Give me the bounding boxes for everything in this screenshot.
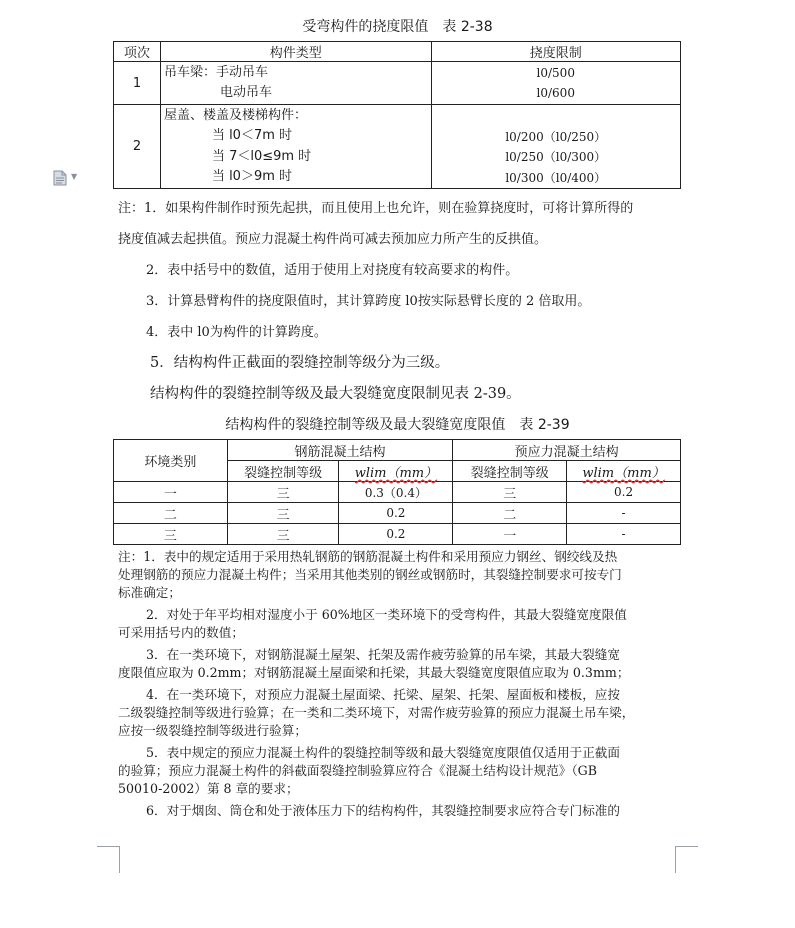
paragraph: 5．结构构件正截面的裂缝控制等级分为三级。: [150, 355, 450, 371]
note-line: 4．表中 l0为构件的计算跨度。: [146, 325, 327, 340]
env-cell: 二: [114, 503, 228, 524]
note-line: 可采用括号内的数值；: [118, 625, 244, 640]
table-row: [114, 503, 681, 524]
rc-level-cell: 三: [227, 503, 339, 524]
document-icon[interactable]: [53, 170, 67, 186]
row2-limit-line: l0/200（l0/250）: [505, 129, 607, 144]
crop-mark-left: [97, 846, 120, 873]
note-line: 3．计算悬臂构件的挠度限值时，其计算跨度 l0按实际悬臂长度的 2 倍取用。: [146, 294, 591, 309]
pc-level-cell: 三: [453, 482, 567, 503]
note-line: 4．在一类环境下，对预应力混凝土屋面梁、托梁、屋架、托架、屋面板和楼板，应按: [146, 687, 620, 702]
note-line: 处理钢筋的预应力混凝土构件；当采用其他类别的钢丝或钢筋时，其裂缝控制要求可按专门: [118, 567, 622, 582]
note-line: 挠度值减去起拱值。预应力混凝土构件尚可减去预加应力所产生的反拱值。: [118, 232, 548, 247]
table-row: [114, 482, 681, 503]
note-line: 应按一级裂缝控制等级进行验算；: [118, 723, 307, 738]
pc-level-cell: 二: [453, 503, 567, 524]
row1-index: 1: [114, 62, 161, 105]
env-cell: 一: [114, 482, 228, 503]
paragraph: 结构构件的裂缝控制等级及最大裂缝宽度限制见表 2-39。: [150, 386, 521, 402]
crop-mark-right: [675, 846, 698, 873]
rc-w-cell: 0.2: [339, 524, 453, 545]
header-type: 构件类型: [160, 42, 431, 62]
table-row: [114, 105, 681, 189]
note-line: 二级裂缝控制等级进行验算；在一类和二类环境下，对需作疲劳验算的预应力混凝土吊车梁，: [118, 705, 635, 720]
note-line: 2．对处于年平均相对湿度小于 60%地区一类环境下的受弯构件，其最大裂缝宽度限值: [146, 607, 627, 622]
note-line: 5．表中规定的预应力混凝土构件的裂缝控制等级和最大裂缝宽度限值仅适用于正截面: [146, 745, 620, 760]
env-cell: 三: [114, 524, 228, 545]
row1-type-line: 吊车梁：手动吊车: [163, 64, 268, 80]
note-line: 度限值应取为 0.2mm；对钢筋混凝土屋面梁和托梁，其最大裂缝宽度限值应取为 0.3mm；: [118, 665, 630, 680]
note-line: 2．表中括号中的数值，适用于使用上对挠度有较高要求的构件。: [146, 263, 519, 278]
pc-w-cell: -: [567, 503, 681, 524]
note-line: 6．对于烟囱、筒仓和处于液体压力下的结构构件，其裂缝控制要求应符合专门标准的: [146, 803, 620, 818]
table-row: [114, 524, 681, 545]
note-line: 50010-2002）第 8 章的要求；: [118, 781, 299, 796]
header-rc-w: wlim（mm）: [354, 465, 438, 481]
row1-limit-line: l0/500: [536, 65, 575, 80]
row2-type-line: 当 7＜l0≤9m 时: [211, 148, 312, 164]
rc-level-cell: 三: [227, 482, 339, 503]
header-index: 项次: [114, 42, 161, 62]
crack-control-table: [113, 439, 681, 545]
pc-level-cell: 一: [453, 524, 567, 545]
pc-w-cell: -: [567, 524, 681, 545]
dropdown-arrow-icon[interactable]: ▼: [71, 172, 78, 181]
header-pc-level: 裂缝控制等级: [453, 461, 567, 482]
note-line: 3．在一类环境下，对钢筋混凝土屋架、托架及需作疲劳验算的吊车梁，其最大裂缝宽: [146, 647, 620, 662]
rc-level-cell: 三: [227, 524, 339, 545]
header-pc-w: wlim（mm）: [582, 465, 665, 481]
header-limit: 挠度限制: [431, 42, 681, 62]
rc-w-cell: 0.3（0.4）: [339, 482, 453, 503]
row1-limit-line: l0/600: [536, 86, 575, 100]
row2-type-line: 当 l0＜7m 时: [211, 128, 293, 143]
note-line: 注：1．如果构件制作时预先起拱，而且使用上也允许，则在验算挠度时，可将计算所得的: [118, 201, 634, 216]
table1-title: 受弯构件的挠度限值 表 2-38: [302, 19, 493, 35]
note-line: 标准确定；: [118, 585, 181, 600]
row2-limit-line: l0/300（l0/400）: [505, 170, 607, 185]
note-line: 的验算；预应力混凝土构件的斜截面裂缝控制验算应符合《混凝土结构设计规范》（GB: [118, 763, 597, 778]
rc-w-cell: 0.2: [339, 503, 453, 524]
header-rc-level: 裂缝控制等级: [227, 461, 339, 482]
row2-type-line: 当 l0＞9m 时: [211, 169, 293, 184]
header-pc-group: 预应力混凝土结构: [453, 440, 681, 461]
row2-index: 2: [114, 105, 161, 189]
table-row: [114, 62, 681, 105]
header-env: 环境类别: [114, 440, 228, 482]
row2-type-line: 屋盖、楼盖及楼梯构件：: [163, 107, 307, 123]
table2-title: 结构构件的裂缝控制等级及最大裂缝宽度限值 表 2-39: [225, 417, 570, 433]
pc-w-cell: 0.2: [567, 482, 681, 503]
note-line: 注：1．表中的规定适用于采用热轧钢筋的钢筋混凝土构件和采用预应力钢丝、钢绞线及热: [118, 549, 618, 564]
row1-type-line: 电动吊车: [219, 85, 272, 100]
clipped-top-line: [118, 0, 365, 10]
deflection-limit-table: [113, 41, 681, 189]
header-rc-group: 钢筋混凝土结构: [227, 440, 453, 461]
row2-limit-line: l0/250（l0/300）: [505, 150, 607, 164]
